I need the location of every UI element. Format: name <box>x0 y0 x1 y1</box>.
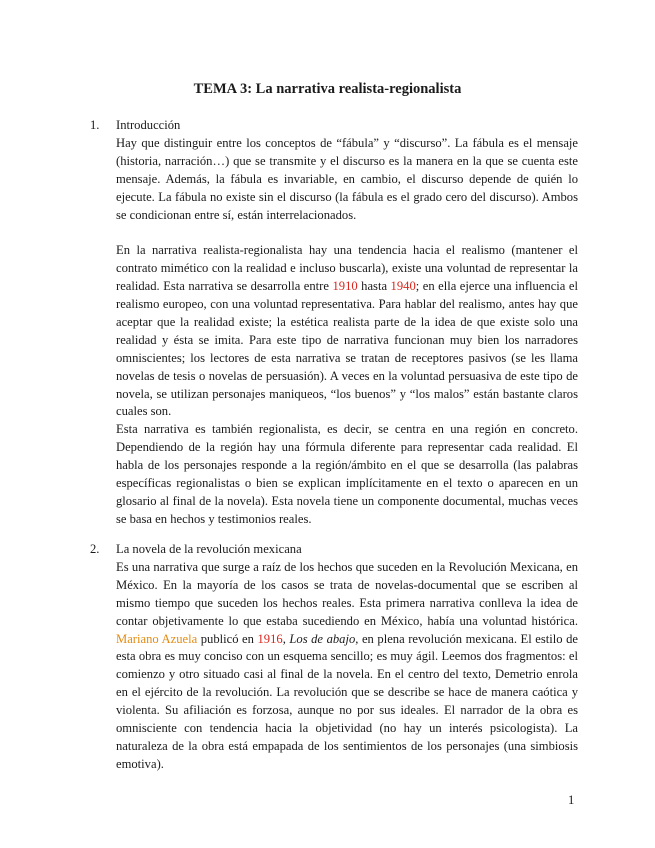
section-body <box>116 117 578 529</box>
paragraph: Es una narrativa que surge a raíz de los hechos que suceden en la Revolución Mexicana, en México. En la mayoría de los casos se trata de novelas-documental que se escriben al mismo tiempo que suceden los hechos reales. Esta primera narrativa conlleva la idea de contar objetivamente lo que estaba sucediendo en México, había una voluntad histórica. Mariano Azuela publicó en 1916, Los de abajo, en plena revolución mexicana. El estilo de esta obra es muy conciso con un esquema sencillo; es muy ágil. Leemos dos fragmentos: el comienzo y otro situado casi al final de la novela. En el centro del texto, Demetrio enrola en el ejército de la revolución. La revolución que se describe se hace de manera caótica y violenta. Su afiliación es forzosa, aunque no por sus ideales. El narrador de la obra es omnisciente con tendencia hacia la objetividad (no hay un interés psicologista). La naturaleza de la obra está empapada de los sentimientos de los personajes (una simbiosis emotiva). <box>116 559 579 771</box>
section-body <box>116 541 578 774</box>
section-heading: La novela de la revolución mexicana <box>116 542 302 556</box>
date-highlight: 1916 <box>257 631 283 646</box>
section-number: 2. <box>90 542 100 556</box>
author-highlight: Mariano Azuela <box>116 631 198 646</box>
work-title: Los de abajo <box>289 631 356 646</box>
paragraph: En la narrativa realista-regionalista hay una tendencia hacia el realismo (mantener el contrato mimético con la realidad e incluso buscarla), existe una voluntad de representar la realidad. Esta narrativa se desarrolla entre 1910 hasta 1940; en ella ejerce una influencia el realismo europeo, con una voluntad representativa. Para hablar del realismo, antes hay que aceptar que la realidad existe; la estética realista parte de la idea de que existe solo una realidad y ésta se imita. Para este tipo de narrativa funcionan muy bien los narradores omniscientes; los lectores de esta narrativa se tratan de receptores pasivos (se les llama novelas de tesis o novelas de persuasión). A veces en la voluntad persuasiva de este tipo de novela, se utilizan personajes maniqueos, “los buenos” y “los malos” están bastante claros cuales son. <box>116 243 578 419</box>
section-heading: Introducción <box>116 118 181 132</box>
page-number: 1 <box>568 793 575 807</box>
date-highlight: 1940 <box>390 279 416 294</box>
date-highlight: 1910 <box>332 279 358 294</box>
document-title: TEMA 3: La narrativa realista-regionalista <box>193 81 462 97</box>
paragraph: Esta narrativa es también regionalista, es decir, se centra en una región en concreto. Dependiendo de la región hay una fórmula diferente para representar cada realidad. El habla de los personajes responde a la región/ámbito en el que se desarrolla (las palabras específicas regionalistas o bien se explican implícitamente en el texto o aparecen en un glosario al final de la novela). Esta novela tiene un componente documental, muchas veces se basa en hechos y testimonios reales. <box>116 422 578 526</box>
paragraph: Hay que distinguir entre los conceptos de “fábula” y “discurso”. La fábula es el mensaje (historia, narración…) que se transmite y el discurso es la manera en la que se cuenta este mensaje. Además, la fábula es invariable, en cambio, el discurso depende de quién lo ejecute. La fábula no existe sin el discurso (la fábula es el grado cero del discurso). Ambos se condicionan entre sí, están interrelacionados. <box>116 135 578 222</box>
section-number: 1. <box>90 118 100 132</box>
